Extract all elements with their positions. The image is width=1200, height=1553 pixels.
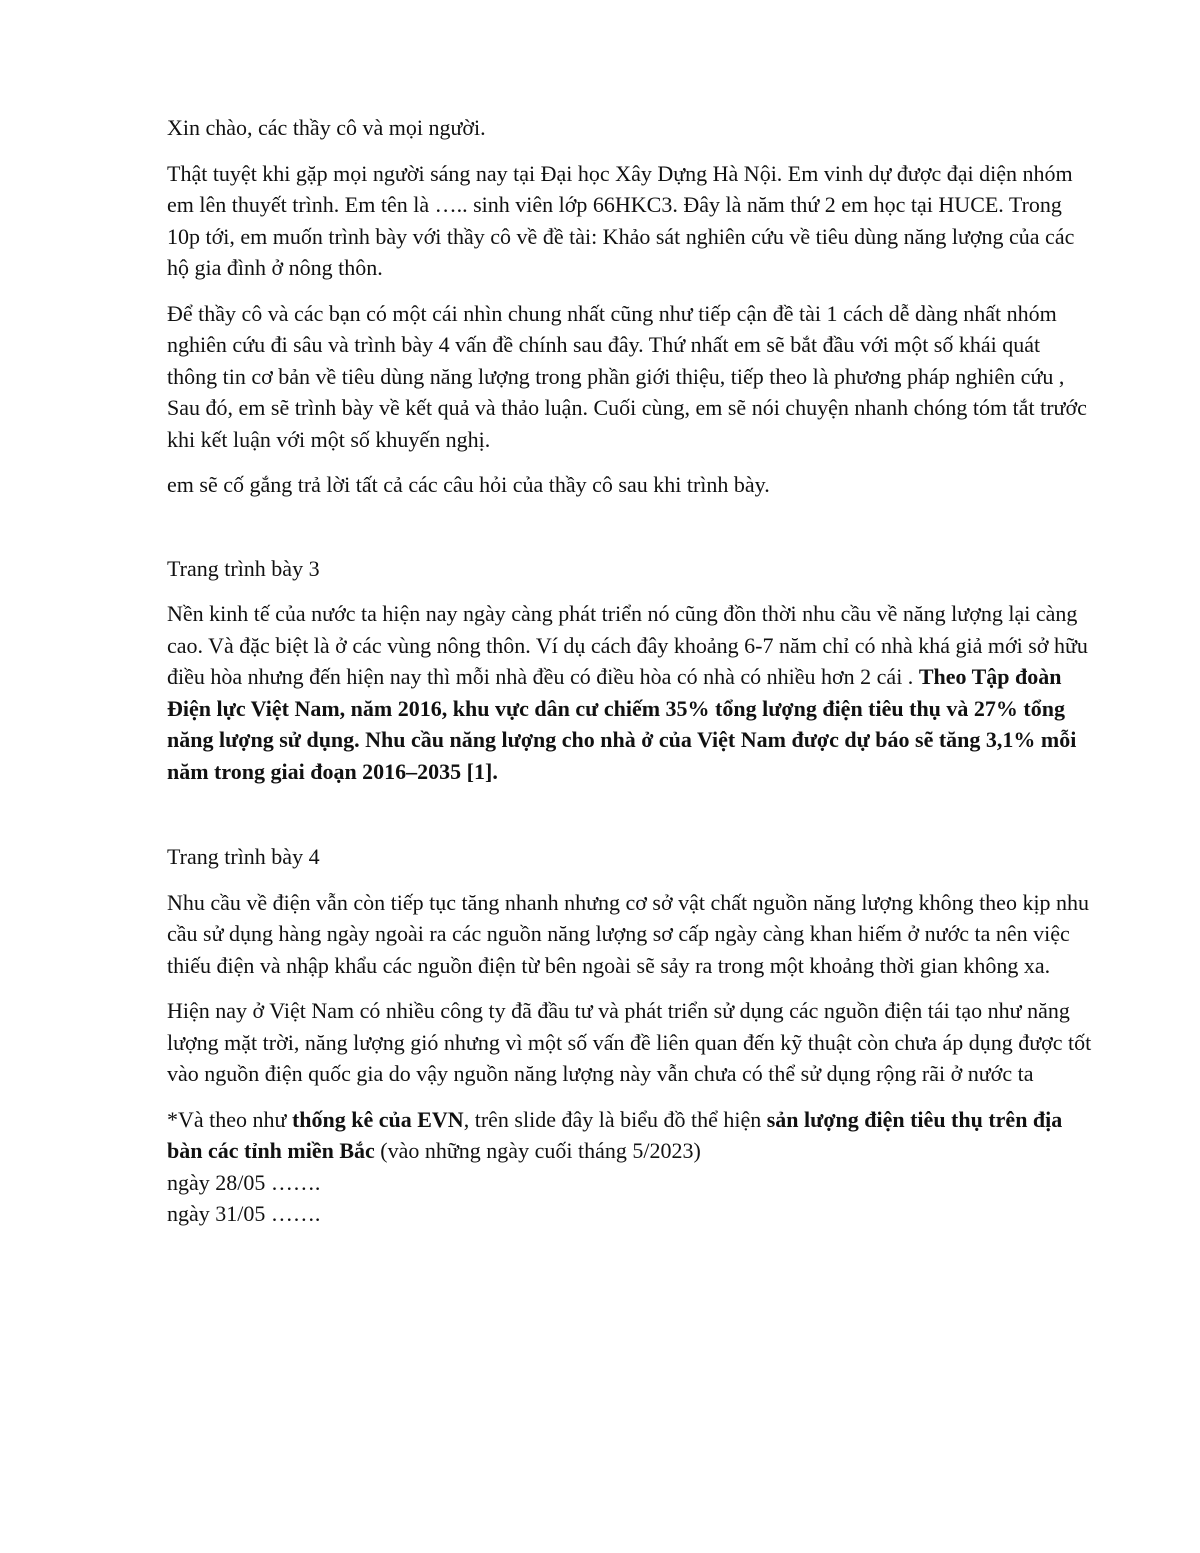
section-3-plain-text: Nền kinh tế của nước ta hiện nay ngày càng phát triển nó cũng đồn thời nhu cầu về năng lượng lại càng cao. Và đặc biệt là ở các vùng nông thôn. Ví dụ cách đây khoảng 6-7 năm chỉ có nhà khá giả mới sở hữu điều hòa nhưng đến hiện nay thì mỗi nhà đều có điều hòa có nhà có nhiều hơn 2 cái .: [167, 601, 1088, 689]
greeting-line: Xin chào, các thầy cô và mọi người.: [167, 115, 486, 140]
northern-consumption-bold: sản lượng điện tiêu thụ trên địa bàn các tỉnh miền Bắc: [167, 1106, 1063, 1163]
slide-chart-text: , trên slide đây là biểu đồ thể hiện: [463, 1106, 767, 1132]
date-line-28-05: ngày 28/05 …….: [167, 1169, 321, 1195]
intro-paragraph-1: Thật tuyệt khi gặp mọi người sáng nay tại Đại học Xây Dựng Hà Nội. Em vinh dự được đại diện nhóm em lên thuyết trình. Em tên là ….. sinh viên lớp 66HKC3. Đây là năm thứ 2 em học tại HUCE. Trong 10p tới, em muốn trình bày với thầy cô về đề tài: Khảo sát nghiên cứu về tiêu dùng năng lượng của các hộ gia đình ở nông thôn.: [167, 160, 1075, 280]
section-3-paragraph: [167, 598, 1092, 787]
date-range-text: (vào những ngày cuối tháng 5/2023): [374, 1138, 701, 1163]
section-4-heading: Trang trình bày 4: [167, 844, 320, 869]
intro-paragraph-2: Để thầy cô và các bạn có một cái nhìn chung nhất cũng như tiếp cận đề tài 1 cách dễ dàng nhất nhóm nghiên cứu đi sâu và trình bày 4 vấn đề chính sau đây. Thứ nhất em sẽ bắt đầu với một số khái quát thông tin cơ bản về tiêu dùng năng lượng trong phần giới thiệu, tiếp theo là phương pháp nghiên cứu , Sau đó, em sẽ trình bày về kết quả và thảo luận. Cuối cùng, em sẽ nói chuyện nhanh chóng tóm tắt trước khi kết luận với một số khuyến nghị.: [167, 300, 1087, 452]
evn-intro-text: *Và theo như: [167, 1106, 292, 1132]
evn-stats-bold: thống kê của EVN: [291, 1106, 464, 1132]
section-4-paragraph-1: Nhu cầu về điện vẫn còn tiếp tục tăng nhanh nhưng cơ sở vật chất nguồn năng lượng không theo kịp nhu cầu sử dụng hàng ngày ngoài ra các nguồn năng lượng sơ cấp ngày càng khan hiếm ở nước ta nên việc thiếu điện và nhập khẩu các nguồn điện từ bên ngoài sẽ sảy ra trong một khoảng thời gian không xa.: [167, 889, 1090, 978]
section-3-bold-text: Theo Tập đoàn Điện lực Việt Nam, năm 2016, khu vực dân cư chiếm 35% tổng lượng điện tiêu thụ và 27% tổng năng lượng sử dụng. Nhu cầu năng lượng cho nhà ở của Việt Nam được dự báo sẽ tăng 3,1% mỗi năm trong giai đoạn 2016–2035 [1].: [167, 664, 1077, 784]
section-4-paragraph-2: Hiện nay ở Việt Nam có nhiều công ty đã đầu tư và phát triển sử dụng các nguồn điện tái tạo như năng lượng mặt trời, năng lượng gió nhưng vì một số vấn đề liên quan đến kỹ thuật còn chưa áp dụng được tốt vào nguồn điện quốc gia do vậy nguồn năng lượng này vẫn chưa có thể sử dụng rộng rãi ở nước ta: [167, 998, 1092, 1086]
intro-paragraph-3: em sẽ cố gắng trả lời tất cả các câu hỏi của thầy cô sau khi trình bày.: [167, 472, 770, 497]
section-3-heading: Trang trình bày 3: [167, 555, 320, 581]
date-line-31-05: ngày 31/05 …….: [167, 1201, 321, 1226]
section-4-paragraph-3: [167, 1104, 1092, 1230]
document-page: [167, 112, 1092, 1244]
